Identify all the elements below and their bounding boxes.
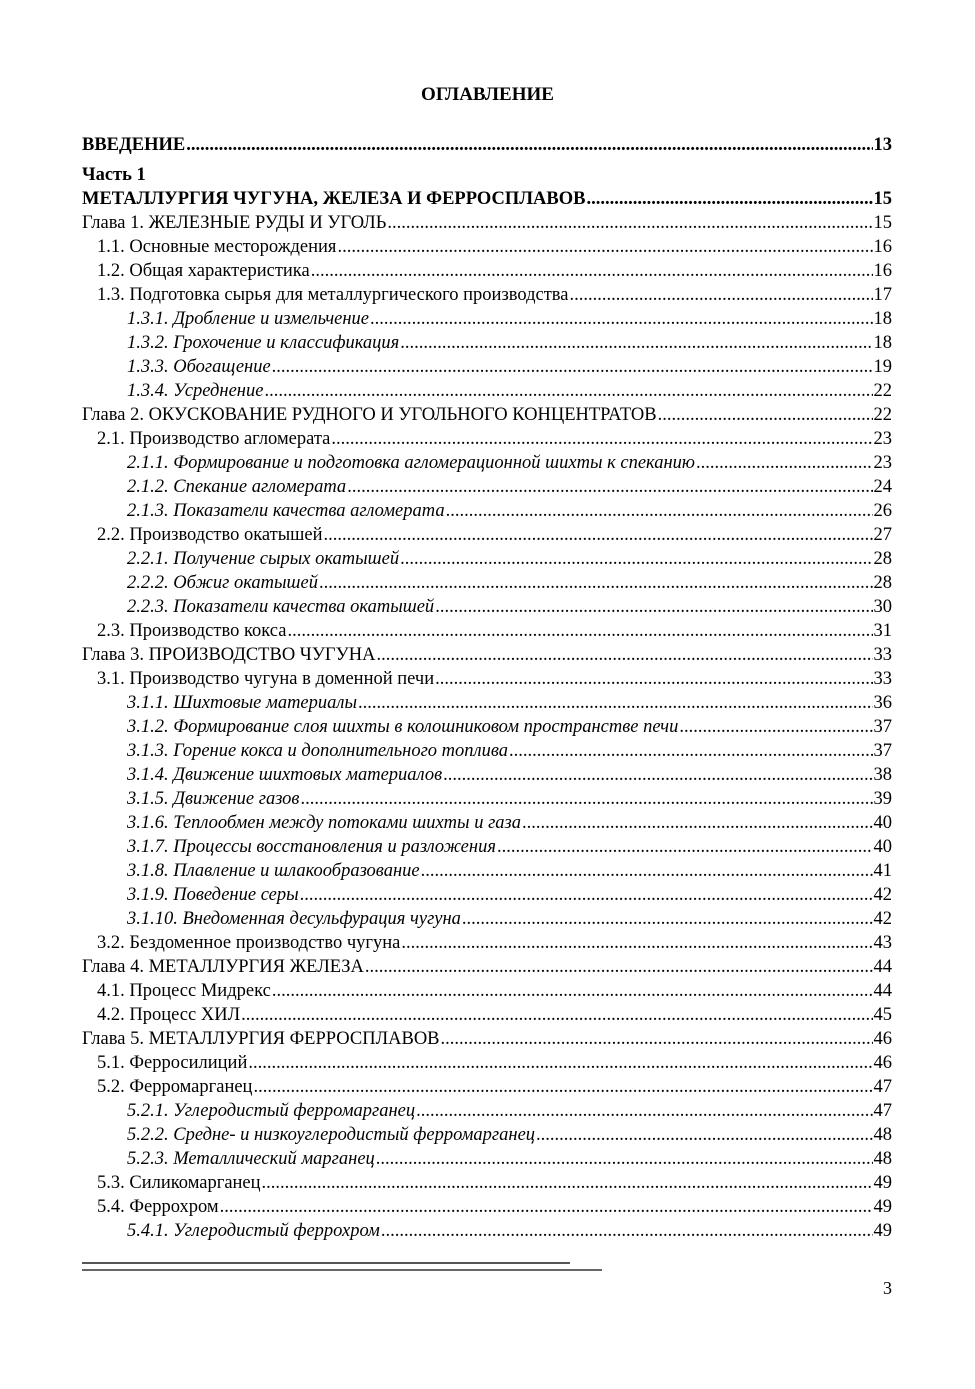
- toc-entry-label: 5.1. Ферросилиций: [97, 1053, 248, 1073]
- toc-entry-label: 2.1.1. Формирование и подготовка агломерационной шихты к спеканию: [127, 453, 695, 473]
- toc-entry-page: 39: [873, 789, 892, 809]
- toc-entry[interactable]: [82, 667, 892, 691]
- toc-entry-page: 42: [873, 885, 892, 905]
- footer-divider: [82, 1262, 570, 1264]
- dot-leader: [300, 787, 872, 811]
- part-heading: Часть 1: [82, 165, 146, 185]
- toc-entry[interactable]: [82, 739, 892, 763]
- toc-entry-page: 40: [873, 837, 892, 857]
- toc-entry-label: 3.1.1. Шихтовые материалы: [127, 693, 357, 713]
- table-of-contents: [82, 133, 892, 1243]
- toc-entry-page: 13: [873, 135, 892, 155]
- toc-entry-page: 47: [873, 1077, 892, 1097]
- toc-entry-page: 44: [873, 957, 892, 977]
- toc-entry-label: 5.2.3. Металлический марганец: [127, 1149, 375, 1169]
- toc-entry-label: 5.4. Феррохром: [97, 1197, 219, 1217]
- toc-entry[interactable]: [82, 1123, 892, 1147]
- toc-entry[interactable]: [82, 1099, 892, 1123]
- toc-entry-label: 1.3. Подготовка сырья для металлургического производства: [97, 285, 569, 305]
- toc-entry[interactable]: [82, 259, 892, 283]
- toc-entry-page: 27: [873, 525, 892, 545]
- toc-entry-page: 22: [873, 405, 892, 425]
- toc-entry-page: 18: [873, 333, 892, 353]
- toc-entry-label: 3.2. Бездоменное производство чугуна: [97, 933, 401, 953]
- dot-leader: [358, 691, 873, 715]
- toc-entry-page: 33: [873, 669, 892, 689]
- toc-entry-label: 3.1.8. Плавление и шлакообразование: [127, 861, 420, 881]
- toc-entry-intro[interactable]: [82, 133, 892, 157]
- toc-entry[interactable]: [82, 499, 892, 523]
- toc-entry-list: [82, 211, 892, 1243]
- toc-entry[interactable]: [82, 1075, 892, 1099]
- dot-leader: [658, 403, 873, 427]
- toc-entry-label: 2.3. Производство кокса: [97, 621, 287, 641]
- toc-entry-page: 46: [873, 1053, 892, 1073]
- toc-entry-label: Глава 3. ПРОИЗВОДСТВО ЧУГУНА: [82, 645, 376, 665]
- dot-leader: [570, 283, 873, 307]
- dot-leader: [241, 1003, 872, 1027]
- dot-leader: [262, 1171, 873, 1195]
- dot-leader: [248, 1051, 872, 1075]
- toc-entry-page: 17: [873, 285, 892, 305]
- toc-entry-page: 28: [873, 573, 892, 593]
- toc-entry-page: 44: [873, 981, 892, 1001]
- dot-leader: [416, 1099, 872, 1123]
- dot-leader: [253, 1075, 872, 1099]
- toc-entry[interactable]: [82, 883, 892, 907]
- toc-entry-label: 3.1.4. Движение шихтовых материалов: [127, 765, 443, 785]
- toc-entry-label: 1.3.1. Дробление и измельчение: [127, 309, 370, 329]
- dot-leader: [376, 1147, 873, 1171]
- toc-entry-page: 26: [873, 501, 892, 521]
- toc-entry-label: 2.1. Производство агломерата: [97, 429, 331, 449]
- toc-entry-label: 3.1.9. Поведение серы: [127, 885, 299, 905]
- toc-entry[interactable]: [82, 1027, 892, 1051]
- toc-entry[interactable]: [82, 523, 892, 547]
- dot-leader: [220, 1195, 873, 1219]
- toc-entry-label: 2.2.1. Получение сырых окатышей: [127, 549, 400, 569]
- toc-entry-page: 48: [873, 1125, 892, 1145]
- toc-entry-page: 30: [873, 597, 892, 617]
- dot-leader: [376, 643, 872, 667]
- toc-entry-part[interactable]: [82, 187, 892, 211]
- toc-entry-label: 2.1.3. Показатели качества агломерата: [127, 501, 445, 521]
- toc-entry-page: 49: [873, 1173, 892, 1193]
- toc-entry[interactable]: [82, 643, 892, 667]
- toc-entry-page: 15: [873, 213, 892, 233]
- toc-entry-page: 49: [873, 1197, 892, 1217]
- toc-entry-page: 24: [873, 477, 892, 497]
- toc-entry[interactable]: [82, 235, 892, 259]
- toc-entry-page: 16: [873, 261, 892, 281]
- dot-leader: [287, 619, 872, 643]
- toc-entry-page: 42: [873, 909, 892, 929]
- toc-entry[interactable]: [82, 283, 892, 307]
- dot-leader: [381, 1219, 873, 1243]
- toc-entry-label: 3.1.7. Процессы восстановления и разложения: [127, 837, 496, 857]
- toc-entry[interactable]: [82, 691, 892, 715]
- dot-leader: [696, 451, 873, 475]
- toc-entry-label: 3.1. Производство чугуна в доменной печи: [97, 669, 435, 689]
- toc-entry-label: 4.1. Процесс Мидрекс: [97, 981, 271, 1001]
- dot-leader: [536, 1123, 872, 1147]
- toc-entry[interactable]: [82, 427, 892, 451]
- toc-entry-page: 37: [873, 717, 892, 737]
- toc-entry[interactable]: [82, 547, 892, 571]
- toc-entry[interactable]: [82, 1171, 892, 1195]
- dot-leader: [324, 523, 873, 547]
- toc-entry[interactable]: [82, 451, 892, 475]
- toc-entry-label: МЕТАЛЛУРГИЯ ЧУГУНА, ЖЕЛЕЗА И ФЕРРОСПЛАВОВ: [82, 189, 586, 209]
- toc-entry-label: 1.3.3. Обогащение: [127, 357, 271, 377]
- toc-entry-label: 2.2. Производство окатышей: [97, 525, 323, 545]
- toc-entry-page: 19: [873, 357, 892, 377]
- toc-entry-label: 3.1.2. Формирование слоя шихты в колошниковом пространстве печи: [127, 717, 679, 737]
- toc-entry-page: 48: [873, 1149, 892, 1169]
- toc-entry-label: Глава 2. ОКУСКОВАНИЕ РУДНОГО И УГОЛЬНОГО КОНЦЕНТРАТОВ: [82, 405, 657, 425]
- toc-entry-label: Глава 4. МЕТАЛЛУРГИЯ ЖЕЛЕЗА: [82, 957, 364, 977]
- dot-leader: [400, 547, 872, 571]
- toc-entry[interactable]: [82, 331, 892, 355]
- toc-entry[interactable]: [82, 475, 892, 499]
- toc-entry-page: 45: [873, 1005, 892, 1025]
- toc-entry[interactable]: [82, 787, 892, 811]
- toc-entry-page: 49: [873, 1221, 892, 1241]
- toc-entry[interactable]: [82, 355, 892, 379]
- dot-leader: [387, 211, 872, 235]
- toc-entry-label: 2.2.2. Обжиг окатышей: [127, 573, 318, 593]
- dot-leader: [370, 307, 872, 331]
- toc-entry[interactable]: [82, 907, 892, 931]
- dot-leader: [441, 1027, 873, 1051]
- toc-entry[interactable]: [82, 1147, 892, 1171]
- toc-entry-page: 47: [873, 1101, 892, 1121]
- dot-leader: [272, 979, 873, 1003]
- toc-entry-page: 23: [873, 429, 892, 449]
- toc-entry-page: 33: [873, 645, 892, 665]
- toc-entry[interactable]: [82, 763, 892, 787]
- toc-entry[interactable]: [82, 1195, 892, 1219]
- toc-entry-page: 43: [873, 933, 892, 953]
- toc-entry-label: 5.4.1. Углеродистый феррохром: [127, 1221, 380, 1241]
- dot-leader: [435, 667, 872, 691]
- toc-entry-label: 3.1.10. Внедоменная десульфурация чугуна: [127, 909, 461, 929]
- toc-entry[interactable]: [82, 595, 892, 619]
- dot-leader: [497, 835, 873, 859]
- dot-leader: [446, 499, 873, 523]
- toc-entry[interactable]: [82, 619, 892, 643]
- toc-entry-page: 28: [873, 549, 892, 569]
- toc-entry-page: 18: [873, 309, 892, 329]
- toc-entry-page: 46: [873, 1029, 892, 1049]
- dot-leader: [509, 739, 872, 763]
- dot-leader: [272, 355, 873, 379]
- toc-entry-page: 31: [873, 621, 892, 641]
- toc-entry-page: 41: [873, 861, 892, 881]
- dot-leader: [586, 187, 872, 211]
- dot-leader: [401, 931, 872, 955]
- toc-entry-label: 1.1. Основные месторождения: [97, 237, 337, 257]
- toc-entry-label: 2.2.3. Показатели качества окатышей: [127, 597, 435, 617]
- toc-entry-page: 23: [873, 453, 892, 473]
- dot-leader: [300, 883, 873, 907]
- page-number: 3: [883, 1278, 892, 1298]
- toc-entry[interactable]: [82, 379, 892, 403]
- dot-leader: [400, 331, 872, 355]
- dot-leader: [337, 235, 872, 259]
- footer-divider: [82, 1269, 602, 1271]
- toc-entry-label: 3.1.6. Теплообмен между потоками шихты и газа: [127, 813, 522, 833]
- toc-entry-page: 38: [873, 765, 892, 785]
- toc-entry-label: 5.2.1. Углеродистый ферромарганец: [127, 1101, 416, 1121]
- toc-entry[interactable]: [82, 307, 892, 331]
- toc-entry[interactable]: [82, 403, 892, 427]
- toc-entry-page: 22: [873, 381, 892, 401]
- toc-entry-label: ВВЕДЕНИЕ: [82, 135, 186, 155]
- dot-leader: [365, 955, 873, 979]
- dot-leader: [319, 571, 873, 595]
- toc-entry-label: 5.2.2. Средне- и низкоуглеродистый ферромарганец: [127, 1125, 536, 1145]
- dot-leader: [435, 595, 872, 619]
- dot-leader: [421, 859, 873, 883]
- dot-leader: [331, 427, 872, 451]
- toc-entry-label: 3.1.3. Горение кокса и дополнительного топлива: [127, 741, 509, 761]
- toc-entry-page: 15: [873, 189, 892, 209]
- toc-entry-label: 2.1.2. Спекание агломерата: [127, 477, 347, 497]
- toc-entry-label: Глава 1. ЖЕЛЕЗНЫЕ РУДЫ И УГОЛЬ: [82, 213, 387, 233]
- toc-entry-page: 40: [873, 813, 892, 833]
- toc-entry[interactable]: [82, 1219, 892, 1243]
- toc-entry-label: 1.2. Общая характеристика: [97, 261, 310, 281]
- toc-entry-label: 3.1.5. Движение газов: [127, 789, 300, 809]
- toc-entry-label: 4.2. Процесс ХИЛ: [97, 1005, 241, 1025]
- toc-entry[interactable]: [82, 571, 892, 595]
- dot-leader: [311, 259, 873, 283]
- toc-entry[interactable]: [82, 1003, 892, 1027]
- dot-leader: [679, 715, 872, 739]
- toc-entry-label: 1.3.2. Грохочение и классификация: [127, 333, 400, 353]
- toc-entry[interactable]: [82, 979, 892, 1003]
- toc-entry-page: 37: [873, 741, 892, 761]
- dot-leader: [462, 907, 873, 931]
- toc-entry[interactable]: [82, 715, 892, 739]
- toc-entry[interactable]: [82, 931, 892, 955]
- toc-entry[interactable]: [82, 211, 892, 235]
- toc-entry-page: 36: [873, 693, 892, 713]
- dot-leader: [186, 133, 872, 157]
- toc-entry-label: Глава 5. МЕТАЛЛУРГИЯ ФЕРРОСПЛАВОВ: [82, 1029, 440, 1049]
- toc-entry[interactable]: [82, 955, 892, 979]
- toc-entry-label: 1.3.4. Усреднение: [127, 381, 264, 401]
- toc-entry-page: 16: [873, 237, 892, 257]
- dot-leader: [264, 379, 872, 403]
- toc-entry-label: 5.2. Ферромарганец: [97, 1077, 253, 1097]
- page-title: ОГЛАВЛЕНИЕ: [421, 84, 554, 105]
- toc-entry[interactable]: [82, 859, 892, 883]
- dot-leader: [522, 811, 872, 835]
- dot-leader: [443, 763, 872, 787]
- dot-leader: [347, 475, 872, 499]
- toc-entry[interactable]: [82, 811, 892, 835]
- toc-entry-label: 5.3. Силикомарганец: [97, 1173, 261, 1193]
- toc-entry[interactable]: [82, 835, 892, 859]
- toc-entry[interactable]: [82, 1051, 892, 1075]
